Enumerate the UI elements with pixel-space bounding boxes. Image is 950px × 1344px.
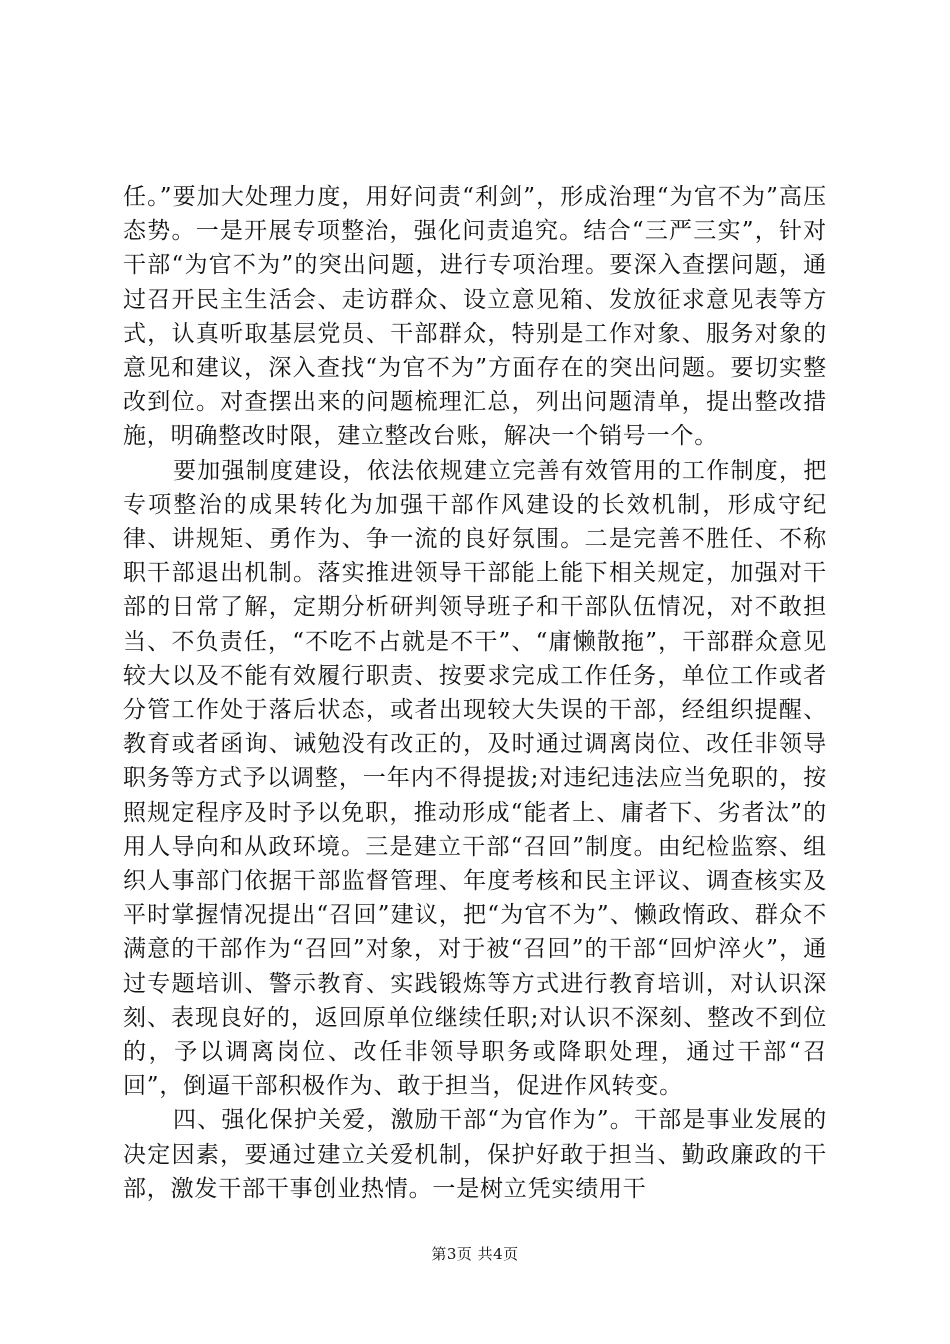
page-number-footer: 第3页 共4页 bbox=[431, 1245, 519, 1263]
paragraph-section-four: 四、强化保护关爱，激励干部“为官作为”。干部是事业发展的决定因素，要通过建立关爱机制，保护好敢于担当、勤政廉政的干部，激发干部干事创业热情。一是树立凭实绩用干 bbox=[123, 1107, 827, 1202]
document-body bbox=[123, 180, 827, 1206]
paragraph-continuation: 任。”要加大处理力度，用好问责“利剑”，形成治理“为官不为”高压态势。一是开展专项整治，强化问责追究。结合“三严三实”，针对干部“为官不为”的突出问题，进行专项治理。要深入查摆问题，通过召开民主生活会、走访群众、设立意见箱、发放征求意见表等方式，认真听取基层党员、干部群众，特别是工作对象、服务对象的意见和建议，深入查找“为官不为”方面存在的突出问题。要切实整改到位。对查摆出来的问题梳理汇总，列出问题清单，提出整改措施，明确整改时限，建立整改台账，解决一个销号一个。 bbox=[123, 184, 827, 450]
paragraph-institution-building: 要加强制度建设，依法依规建立完善有效管用的工作制度，把专项整治的成果转化为加强干部作风建设的长效机制，形成守纪律、讲规矩、勇作为、争一流的良好氛围。二是完善不胜任、不称职干部退出机制。落实推进领导干部能上能下相关规定，加强对干部的日常了解，定期分析研判领导班子和干部队伍情况，对不敢担当、不负责任，“不吃不占就是不干”、“庸懒散拖”，干部群众意见较大以及不能有效履行职责、按要求完成工作任务，单位工作或者分管工作处于落后状态，或者出现较大失误的干部，经组织提醒、教育或者函询、诫勉没有改正的，及时通过调离岗位、改任非领导职务等方式予以调整，一年内不得提拔;对违纪违法应当免职的，按照规定程序及时予以免职，推动形成“能者上、庸者下、劣者汰”的用人导向和从政环境。三是建立干部“召回”制度。由纪检监察、组织人事部门依据干部监督管理、年度考核和民主评议、调查核实及平时掌握情况提出“召回”建议，把“为官不为”、懒政惰政、群众不满意的干部作为“召回”对象，对于被“召回”的干部“回炉淬火”，通过专题培训、警示教育、实践锻炼等方式进行教育培训，对认识深刻、表现良好的，返回原单位继续任职;对认识不深刻、整改不到位的，予以调离岗位、改任非领导职务或降职处理，通过干部“召回”，倒逼干部积极作为、敢于担当，促进作风转变。 bbox=[123, 457, 827, 1100]
